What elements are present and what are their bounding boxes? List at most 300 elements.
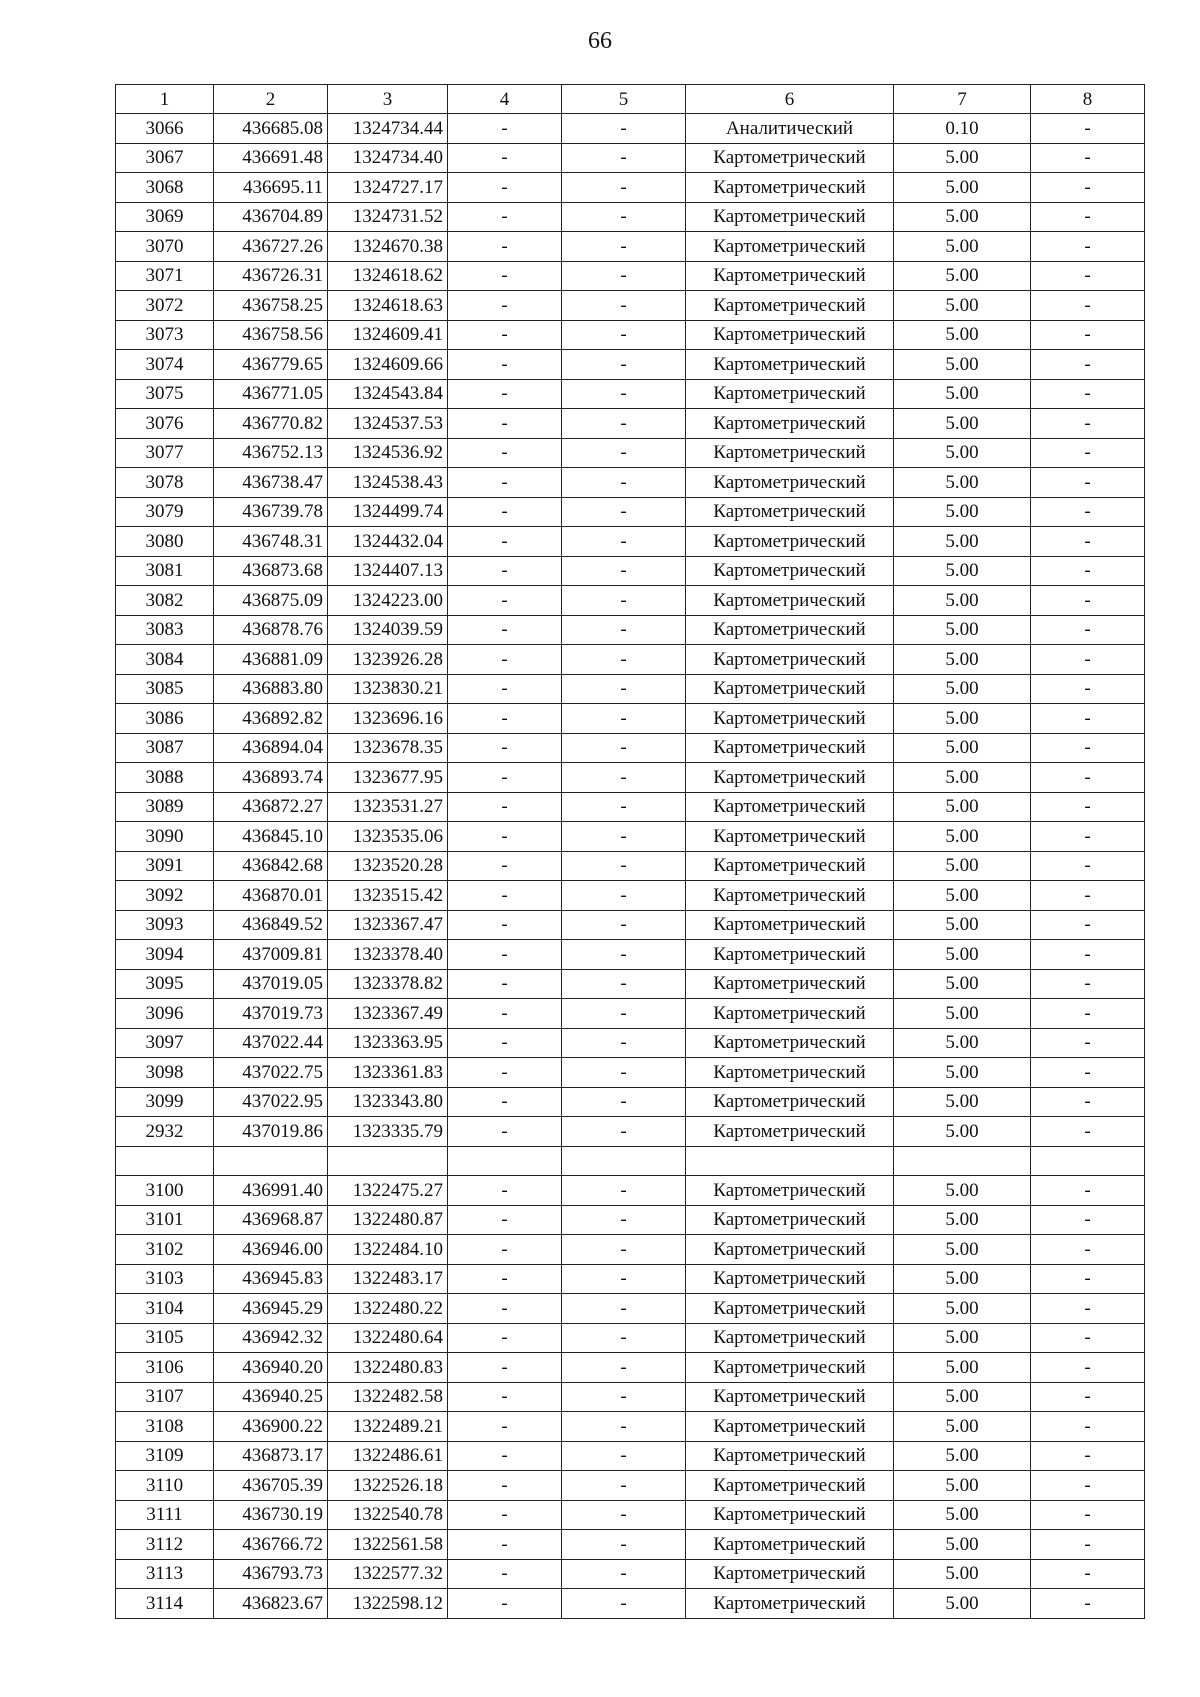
- point-number-cell: 3070: [116, 232, 214, 262]
- x-coordinate-cell: 436875.09: [214, 586, 328, 616]
- point-number-cell: 3076: [116, 409, 214, 439]
- col8-cell: -: [1031, 261, 1145, 291]
- x-coordinate-cell: 436946.00: [214, 1235, 328, 1265]
- col8-cell: -: [1031, 1530, 1145, 1560]
- y-coordinate-cell: 1322480.83: [328, 1353, 448, 1383]
- table-row: [116, 409, 1145, 439]
- col8-cell: -: [1031, 999, 1145, 1029]
- table-row: [116, 1589, 1145, 1619]
- y-coordinate-cell: 1323678.35: [328, 733, 448, 763]
- point-number-cell: 3109: [116, 1441, 214, 1471]
- x-coordinate-cell: 436739.78: [214, 497, 328, 527]
- x-coordinate-cell: 436704.89: [214, 202, 328, 232]
- table-row: [116, 881, 1145, 911]
- y-coordinate-cell: 1323378.40: [328, 940, 448, 970]
- table-row: [116, 999, 1145, 1029]
- col4-cell: -: [448, 527, 562, 557]
- col5-cell: -: [562, 704, 686, 734]
- x-coordinate-cell: 436758.25: [214, 291, 328, 321]
- x-coordinate-cell: 437009.81: [214, 940, 328, 970]
- col4-cell: -: [448, 409, 562, 439]
- method-cell: Картометрический: [686, 733, 894, 763]
- table-row: [116, 645, 1145, 675]
- col5-cell: -: [562, 556, 686, 586]
- y-coordinate-cell: 1323515.42: [328, 881, 448, 911]
- point-number-cell: 3098: [116, 1058, 214, 1088]
- x-coordinate-cell: 436770.82: [214, 409, 328, 439]
- y-coordinate-cell: 1324432.04: [328, 527, 448, 557]
- accuracy-cell: 5.00: [894, 586, 1031, 616]
- method-cell: [686, 1146, 894, 1176]
- y-coordinate-cell: 1323367.49: [328, 999, 448, 1029]
- method-cell: Картометрический: [686, 527, 894, 557]
- col5-cell: -: [562, 291, 686, 321]
- col8-cell: -: [1031, 1500, 1145, 1530]
- table-row: [116, 291, 1145, 321]
- col5-cell: -: [562, 940, 686, 970]
- accuracy-cell: 5.00: [894, 468, 1031, 498]
- col4-cell: -: [448, 1205, 562, 1235]
- y-coordinate-cell: 1322482.58: [328, 1382, 448, 1412]
- col8-cell: -: [1031, 1235, 1145, 1265]
- point-number-cell: 3102: [116, 1235, 214, 1265]
- accuracy-cell: 5.00: [894, 1559, 1031, 1589]
- col4-cell: -: [448, 1500, 562, 1530]
- col4-cell: -: [448, 320, 562, 350]
- y-coordinate-cell: 1324039.59: [328, 615, 448, 645]
- col4-cell: -: [448, 1323, 562, 1353]
- accuracy-cell: 5.00: [894, 409, 1031, 439]
- method-cell: Картометрический: [686, 822, 894, 852]
- x-coordinate-cell: 436991.40: [214, 1176, 328, 1206]
- x-coordinate-cell: 436758.56: [214, 320, 328, 350]
- header-cell: 6: [686, 85, 894, 114]
- accuracy-cell: 5.00: [894, 733, 1031, 763]
- y-coordinate-cell: 1324543.84: [328, 379, 448, 409]
- col4-cell: -: [448, 1264, 562, 1294]
- table-row: [116, 468, 1145, 498]
- col4-cell: -: [448, 173, 562, 203]
- accuracy-cell: 5.00: [894, 1028, 1031, 1058]
- point-number-cell: 3111: [116, 1500, 214, 1530]
- accuracy-cell: 5.00: [894, 202, 1031, 232]
- col4-cell: -: [448, 143, 562, 173]
- accuracy-cell: 5.00: [894, 1264, 1031, 1294]
- accuracy-cell: 5.00: [894, 291, 1031, 321]
- accuracy-cell: 5.00: [894, 881, 1031, 911]
- y-coordinate-cell: 1324727.17: [328, 173, 448, 203]
- col4-cell: -: [448, 1353, 562, 1383]
- y-coordinate-cell: 1322480.22: [328, 1294, 448, 1324]
- col4-cell: -: [448, 792, 562, 822]
- table-row: [116, 1559, 1145, 1589]
- table-row: [116, 379, 1145, 409]
- y-coordinate-cell: 1323531.27: [328, 792, 448, 822]
- table-row: [116, 114, 1145, 144]
- col4-cell: -: [448, 1294, 562, 1324]
- method-cell: Аналитический: [686, 114, 894, 144]
- table-row: [116, 1382, 1145, 1412]
- accuracy-cell: 5.00: [894, 1117, 1031, 1147]
- x-coordinate-cell: 436842.68: [214, 851, 328, 881]
- col8-cell: -: [1031, 615, 1145, 645]
- method-cell: Картометрический: [686, 615, 894, 645]
- method-cell: Картометрический: [686, 1323, 894, 1353]
- col4-cell: -: [448, 379, 562, 409]
- x-coordinate-cell: 436748.31: [214, 527, 328, 557]
- coordinates-table: [115, 84, 1145, 1619]
- method-cell: Картометрический: [686, 969, 894, 999]
- col5-cell: -: [562, 1323, 686, 1353]
- col8-cell: -: [1031, 792, 1145, 822]
- x-coordinate-cell: 436893.74: [214, 763, 328, 793]
- x-coordinate-cell: 437019.73: [214, 999, 328, 1029]
- table-row: [116, 763, 1145, 793]
- col5-cell: -: [562, 350, 686, 380]
- x-coordinate-cell: 437022.44: [214, 1028, 328, 1058]
- col4-cell: -: [448, 1412, 562, 1442]
- col4-cell: -: [448, 851, 562, 881]
- method-cell: Картометрический: [686, 1589, 894, 1619]
- col5-cell: -: [562, 1441, 686, 1471]
- point-number-cell: 3099: [116, 1087, 214, 1117]
- col8-cell: -: [1031, 733, 1145, 763]
- table-row: [116, 497, 1145, 527]
- col8-cell: -: [1031, 1058, 1145, 1088]
- table-row: [116, 704, 1145, 734]
- y-coordinate-cell: 1323696.16: [328, 704, 448, 734]
- x-coordinate-cell: 436752.13: [214, 438, 328, 468]
- y-coordinate-cell: 1324670.38: [328, 232, 448, 262]
- col8-cell: -: [1031, 763, 1145, 793]
- col4-cell: -: [448, 881, 562, 911]
- col4-cell: -: [448, 497, 562, 527]
- col4-cell: -: [448, 291, 562, 321]
- method-cell: Картометрический: [686, 1353, 894, 1383]
- point-number-cell: 3114: [116, 1589, 214, 1619]
- col4-cell: -: [448, 674, 562, 704]
- table-row: [116, 320, 1145, 350]
- y-coordinate-cell: 1324618.62: [328, 261, 448, 291]
- table-row: [116, 969, 1145, 999]
- col4-cell: -: [448, 1471, 562, 1501]
- accuracy-cell: 5.00: [894, 1500, 1031, 1530]
- col4-cell: -: [448, 468, 562, 498]
- point-number-cell: 3091: [116, 851, 214, 881]
- accuracy-cell: 0.10: [894, 114, 1031, 144]
- table-row: [116, 1117, 1145, 1147]
- accuracy-cell: [894, 1146, 1031, 1176]
- col5-cell: -: [562, 1353, 686, 1383]
- col8-cell: -: [1031, 969, 1145, 999]
- point-number-cell: 3112: [116, 1530, 214, 1560]
- col8-cell: -: [1031, 1471, 1145, 1501]
- y-coordinate-cell: 1322486.61: [328, 1441, 448, 1471]
- y-coordinate-cell: 1324536.92: [328, 438, 448, 468]
- y-coordinate-cell: 1324734.40: [328, 143, 448, 173]
- accuracy-cell: 5.00: [894, 556, 1031, 586]
- table-row: [116, 173, 1145, 203]
- col4-cell: -: [448, 822, 562, 852]
- col5-cell: -: [562, 202, 686, 232]
- col5-cell: -: [562, 851, 686, 881]
- x-coordinate-cell: 436945.29: [214, 1294, 328, 1324]
- x-coordinate-cell: 436845.10: [214, 822, 328, 852]
- method-cell: Картометрический: [686, 1205, 894, 1235]
- method-cell: Картометрический: [686, 1471, 894, 1501]
- accuracy-cell: 5.00: [894, 910, 1031, 940]
- method-cell: Картометрический: [686, 1530, 894, 1560]
- col5-cell: -: [562, 143, 686, 173]
- x-coordinate-cell: 436705.39: [214, 1471, 328, 1501]
- accuracy-cell: 5.00: [894, 1323, 1031, 1353]
- y-coordinate-cell: 1322526.18: [328, 1471, 448, 1501]
- col8-cell: -: [1031, 497, 1145, 527]
- col8-cell: -: [1031, 320, 1145, 350]
- col8-cell: -: [1031, 232, 1145, 262]
- point-number-cell: 3084: [116, 645, 214, 675]
- point-number-cell: 3081: [116, 556, 214, 586]
- accuracy-cell: 5.00: [894, 763, 1031, 793]
- col5-cell: -: [562, 1559, 686, 1589]
- y-coordinate-cell: 1323926.28: [328, 645, 448, 675]
- col5-cell: -: [562, 586, 686, 616]
- method-cell: Картометрический: [686, 999, 894, 1029]
- col5-cell: -: [562, 1471, 686, 1501]
- table-row: [116, 1235, 1145, 1265]
- accuracy-cell: 5.00: [894, 173, 1031, 203]
- col4-cell: -: [448, 1559, 562, 1589]
- accuracy-cell: 5.00: [894, 940, 1031, 970]
- x-coordinate-cell: 436900.22: [214, 1412, 328, 1442]
- col8-cell: -: [1031, 202, 1145, 232]
- point-number-cell: 3085: [116, 674, 214, 704]
- col4-cell: -: [448, 733, 562, 763]
- x-coordinate-cell: 436894.04: [214, 733, 328, 763]
- col4-cell: -: [448, 556, 562, 586]
- point-number-cell: 3075: [116, 379, 214, 409]
- x-coordinate-cell: 436823.67: [214, 1589, 328, 1619]
- x-coordinate-cell: 437019.05: [214, 969, 328, 999]
- col5-cell: -: [562, 1530, 686, 1560]
- point-number-cell: 3107: [116, 1382, 214, 1412]
- x-coordinate-cell: 436779.65: [214, 350, 328, 380]
- accuracy-cell: 5.00: [894, 1589, 1031, 1619]
- y-coordinate-cell: 1323830.21: [328, 674, 448, 704]
- accuracy-cell: 5.00: [894, 704, 1031, 734]
- col4-cell: -: [448, 114, 562, 144]
- header-cell: 5: [562, 85, 686, 114]
- col5-cell: -: [562, 1589, 686, 1619]
- x-coordinate-cell: 436870.01: [214, 881, 328, 911]
- accuracy-cell: 5.00: [894, 969, 1031, 999]
- method-cell: Картометрический: [686, 261, 894, 291]
- method-cell: Картометрический: [686, 202, 894, 232]
- y-coordinate-cell: 1322561.58: [328, 1530, 448, 1560]
- table-row: [116, 1294, 1145, 1324]
- col4-cell: -: [448, 645, 562, 675]
- method-cell: Картометрический: [686, 763, 894, 793]
- col8-cell: -: [1031, 1205, 1145, 1235]
- table-row: [116, 232, 1145, 262]
- col5-cell: -: [562, 1412, 686, 1442]
- col5-cell: -: [562, 1176, 686, 1206]
- col8-cell: [1031, 1146, 1145, 1176]
- accuracy-cell: 5.00: [894, 379, 1031, 409]
- col5-cell: -: [562, 1087, 686, 1117]
- x-coordinate-cell: 437022.95: [214, 1087, 328, 1117]
- col4-cell: -: [448, 232, 562, 262]
- accuracy-cell: 5.00: [894, 851, 1031, 881]
- y-coordinate-cell: 1322475.27: [328, 1176, 448, 1206]
- y-coordinate-cell: 1323677.95: [328, 763, 448, 793]
- col8-cell: -: [1031, 1117, 1145, 1147]
- point-number-cell: 3097: [116, 1028, 214, 1058]
- table-row: [116, 1323, 1145, 1353]
- col5-cell: -: [562, 468, 686, 498]
- accuracy-cell: 5.00: [894, 527, 1031, 557]
- accuracy-cell: 5.00: [894, 1441, 1031, 1471]
- method-cell: Картометрический: [686, 1559, 894, 1589]
- table-row: [116, 143, 1145, 173]
- point-number-cell: 3069: [116, 202, 214, 232]
- header-row: [116, 85, 1145, 114]
- method-cell: Картометрический: [686, 291, 894, 321]
- table-row: [116, 350, 1145, 380]
- point-number-cell: 3090: [116, 822, 214, 852]
- point-number-cell: 3072: [116, 291, 214, 321]
- table-row: [116, 1028, 1145, 1058]
- accuracy-cell: 5.00: [894, 350, 1031, 380]
- accuracy-cell: 5.00: [894, 615, 1031, 645]
- method-cell: Картометрический: [686, 1235, 894, 1265]
- col5-cell: -: [562, 409, 686, 439]
- x-coordinate-cell: [214, 1146, 328, 1176]
- point-number-cell: 3086: [116, 704, 214, 734]
- table-row: [116, 615, 1145, 645]
- col8-cell: -: [1031, 1559, 1145, 1589]
- y-coordinate-cell: 1323378.82: [328, 969, 448, 999]
- col8-cell: -: [1031, 851, 1145, 881]
- col5-cell: -: [562, 1028, 686, 1058]
- col5-cell: -: [562, 114, 686, 144]
- col4-cell: -: [448, 261, 562, 291]
- col8-cell: -: [1031, 1176, 1145, 1206]
- method-cell: Картометрический: [686, 1264, 894, 1294]
- accuracy-cell: 5.00: [894, 674, 1031, 704]
- point-number-cell: 3074: [116, 350, 214, 380]
- col4-cell: -: [448, 910, 562, 940]
- y-coordinate-cell: 1324407.13: [328, 556, 448, 586]
- y-coordinate-cell: 1324609.66: [328, 350, 448, 380]
- table-body: [116, 114, 1145, 1619]
- col8-cell: -: [1031, 1028, 1145, 1058]
- y-coordinate-cell: 1322483.17: [328, 1264, 448, 1294]
- col4-cell: -: [448, 1176, 562, 1206]
- x-coordinate-cell: 436942.32: [214, 1323, 328, 1353]
- col5-cell: -: [562, 615, 686, 645]
- x-coordinate-cell: 436968.87: [214, 1205, 328, 1235]
- x-coordinate-cell: 437022.75: [214, 1058, 328, 1088]
- col5-cell: -: [562, 1294, 686, 1324]
- table-row: [116, 1471, 1145, 1501]
- y-coordinate-cell: 1322480.64: [328, 1323, 448, 1353]
- accuracy-cell: 5.00: [894, 1471, 1031, 1501]
- method-cell: Картометрический: [686, 556, 894, 586]
- col4-cell: -: [448, 1382, 562, 1412]
- accuracy-cell: 5.00: [894, 1530, 1031, 1560]
- accuracy-cell: 5.00: [894, 792, 1031, 822]
- page-number: 66: [588, 28, 612, 54]
- accuracy-cell: 5.00: [894, 143, 1031, 173]
- x-coordinate-cell: 436873.68: [214, 556, 328, 586]
- table-row: [116, 822, 1145, 852]
- accuracy-cell: 5.00: [894, 1294, 1031, 1324]
- point-number-cell: 3103: [116, 1264, 214, 1294]
- header-cell: 3: [328, 85, 448, 114]
- accuracy-cell: 5.00: [894, 999, 1031, 1029]
- y-coordinate-cell: 1323343.80: [328, 1087, 448, 1117]
- table-row: [116, 1412, 1145, 1442]
- col5-cell: -: [562, 379, 686, 409]
- method-cell: Картометрический: [686, 232, 894, 262]
- method-cell: Картометрический: [686, 851, 894, 881]
- col8-cell: -: [1031, 704, 1145, 734]
- method-cell: Картометрический: [686, 1500, 894, 1530]
- accuracy-cell: 5.00: [894, 497, 1031, 527]
- point-number-cell: 3088: [116, 763, 214, 793]
- method-cell: Картометрический: [686, 674, 894, 704]
- col8-cell: -: [1031, 1382, 1145, 1412]
- accuracy-cell: 5.00: [894, 645, 1031, 675]
- point-number-cell: 3087: [116, 733, 214, 763]
- table-row: [116, 1087, 1145, 1117]
- col8-cell: -: [1031, 940, 1145, 970]
- col4-cell: -: [448, 615, 562, 645]
- method-cell: Картометрический: [686, 438, 894, 468]
- col4-cell: -: [448, 1058, 562, 1088]
- col5-cell: -: [562, 527, 686, 557]
- method-cell: Картометрический: [686, 940, 894, 970]
- accuracy-cell: 5.00: [894, 438, 1031, 468]
- y-coordinate-cell: 1324734.44: [328, 114, 448, 144]
- table-row: [116, 674, 1145, 704]
- col5-cell: -: [562, 320, 686, 350]
- accuracy-cell: 5.00: [894, 232, 1031, 262]
- col5-cell: -: [562, 674, 686, 704]
- header-cell: 8: [1031, 85, 1145, 114]
- point-number-cell: 3106: [116, 1353, 214, 1383]
- col4-cell: -: [448, 586, 562, 616]
- col8-cell: -: [1031, 1412, 1145, 1442]
- table-row: [116, 733, 1145, 763]
- y-coordinate-cell: 1324618.63: [328, 291, 448, 321]
- col8-cell: -: [1031, 291, 1145, 321]
- table-row: [116, 1264, 1145, 1294]
- x-coordinate-cell: 436771.05: [214, 379, 328, 409]
- point-number-cell: 3071: [116, 261, 214, 291]
- y-coordinate-cell: 1323535.06: [328, 822, 448, 852]
- x-coordinate-cell: 436727.26: [214, 232, 328, 262]
- col4-cell: -: [448, 763, 562, 793]
- col5-cell: -: [562, 1500, 686, 1530]
- method-cell: Картометрический: [686, 645, 894, 675]
- x-coordinate-cell: 436872.27: [214, 792, 328, 822]
- table-row: [116, 1353, 1145, 1383]
- col8-cell: -: [1031, 527, 1145, 557]
- col8-cell: -: [1031, 556, 1145, 586]
- table-row: [116, 527, 1145, 557]
